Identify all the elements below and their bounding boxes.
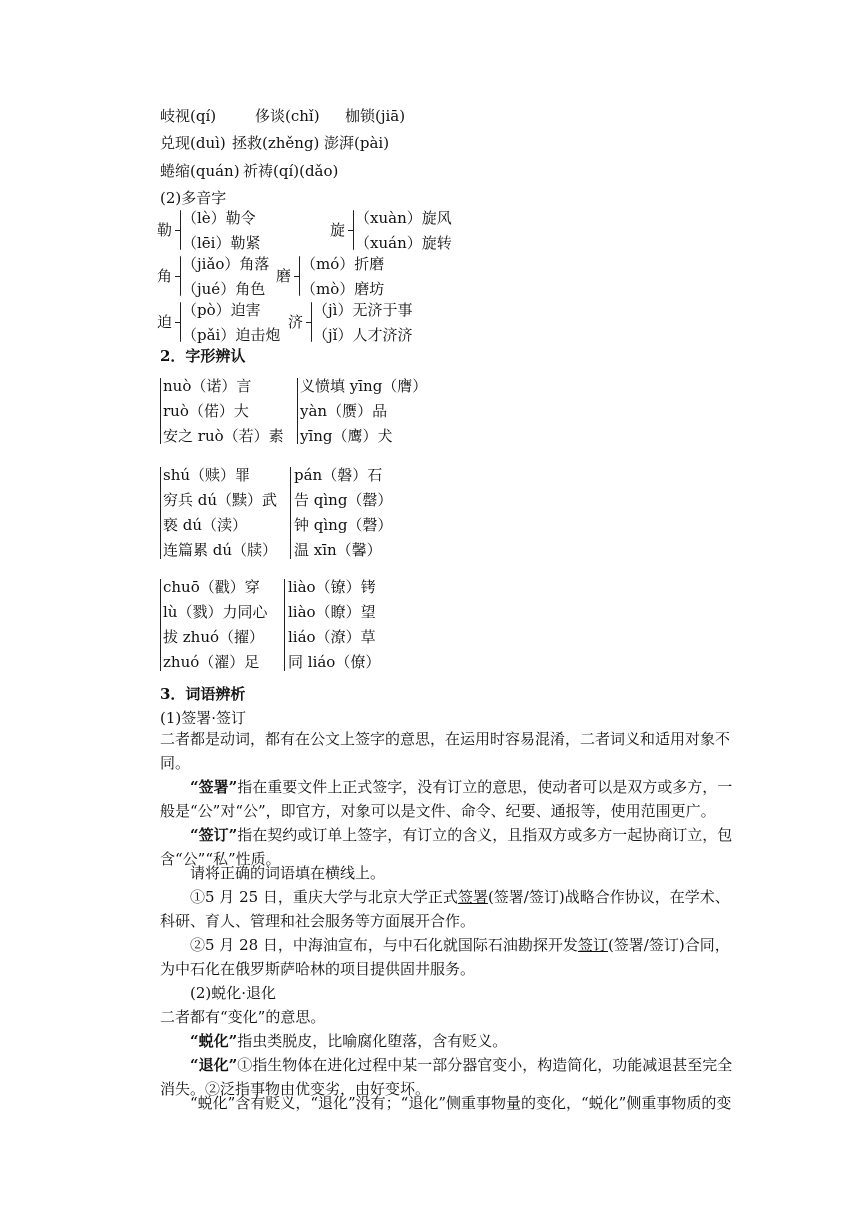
polyphone-reading: （lè）勒令 bbox=[182, 209, 256, 227]
glyph-item: yàn（赝）品 bbox=[300, 402, 388, 420]
paragraph: 二者都是动词，都有在公文上签字的意思，在运用时容易混淆，二者词义和适用对象不同。 bbox=[160, 730, 731, 772]
glyph-item: 同 liáo（僚） bbox=[288, 653, 381, 671]
brace bbox=[353, 210, 354, 250]
brace bbox=[311, 302, 312, 342]
brace bbox=[180, 302, 181, 342]
polyphone-char: 角 bbox=[157, 267, 173, 285]
exercise-text: ①5 月 25 日，重庆大学与北京大学正式 bbox=[190, 888, 458, 906]
polyphone-reading: （mó）折磨 bbox=[301, 255, 385, 273]
polyphone-reading: （jiǎo）角落 bbox=[182, 255, 270, 273]
polyphone-reading: （mò）磨坊 bbox=[301, 280, 385, 298]
polyphone-heading: (2)多音字 bbox=[160, 189, 227, 207]
term: “签署” bbox=[190, 778, 238, 796]
word-item: 枷锁(jiā) bbox=[345, 107, 406, 125]
polyphone-reading: （jǐ）人才济济 bbox=[313, 326, 413, 344]
polyphone-char: 济 bbox=[288, 313, 304, 331]
subsection-title: (2)蜕化·退化 bbox=[190, 984, 277, 1002]
polyphone-reading: （pò）迫害 bbox=[182, 301, 261, 319]
glyph-item: 钟 qìng（磬） bbox=[294, 516, 393, 534]
section-title: 3．词语辨析 bbox=[160, 685, 246, 703]
word-item: 澎湃(pài) bbox=[324, 134, 390, 152]
glyph-item: 穷兵 dú（黩）武 bbox=[163, 491, 278, 509]
glyph-item: pán（磐）石 bbox=[294, 466, 383, 484]
definition: 指在契约或订单上签字，有订立的含义，且指双方或多方一起协商订立，包含“公”“私”性质。 bbox=[160, 826, 733, 868]
definition: 指虫类脱皮，比喻腐化堕落，含有贬义。 bbox=[237, 1032, 508, 1050]
paragraph: 请将正确的词语填在横线上。 bbox=[190, 864, 386, 882]
subsection-title: (1)签署·签订 bbox=[160, 709, 247, 727]
word-item: 岐视(qí) bbox=[160, 107, 217, 125]
brace bbox=[180, 210, 181, 250]
group-bar bbox=[297, 378, 298, 444]
glyph-item: ruò（偌）大 bbox=[163, 402, 249, 420]
group-bar bbox=[160, 579, 161, 671]
word-item: 蜷缩(quán) bbox=[160, 162, 240, 180]
definition: ①指生物体在进化过程中某一部分器官变小，构造简化，功能减退甚至完全消失。②泛指事物由优变劣，由好变坏。 bbox=[160, 1056, 733, 1098]
glyph-item: shú（赎）罪 bbox=[163, 466, 251, 484]
definition: 指在重要文件上正式签字，没有订立的意思，使动者可以是双方或多方，一般是“公”对“公”，即官方，对象可以是文件、命令、纪要、通报等，使用范围更广。 bbox=[160, 778, 733, 820]
exercise-text: (签署/签订)战略合作协议，在学术、科研、育人、管理和社会服务等方面展开合作。 bbox=[160, 888, 730, 930]
paragraph bbox=[160, 1029, 740, 1053]
glyph-item: 连篇累 dú（牍） bbox=[163, 541, 278, 559]
group-bar bbox=[160, 467, 161, 559]
glyph-item: 义愤填 yīng（膺） bbox=[300, 377, 428, 395]
glyph-item: zhuó（濯）足 bbox=[163, 653, 260, 671]
glyph-item: liào（镣）铐 bbox=[288, 578, 376, 596]
polyphone-reading: （lēi）勒紧 bbox=[182, 234, 261, 252]
glyph-item: nuò（诺）言 bbox=[163, 377, 252, 395]
polyphone-char: 勒 bbox=[157, 221, 173, 239]
polyphone-char: 迫 bbox=[157, 313, 173, 331]
glyph-item: 温 xīn（馨） bbox=[294, 541, 382, 559]
word-item: 侈谈(chǐ) bbox=[255, 107, 320, 125]
polyphone-reading: （xuán）旋转 bbox=[355, 234, 452, 252]
glyph-item: chuō（戳）穿 bbox=[163, 578, 260, 596]
group-bar bbox=[290, 467, 291, 559]
exercise-text: ②5 月 28 日，中海油宣布，与中石化就国际石油勘探开发 bbox=[190, 936, 578, 954]
group-bar bbox=[160, 378, 161, 444]
section-title: 2．字形辨认 bbox=[160, 347, 246, 365]
paragraph: “蜕化”含有贬义，“退化”没有；“退化”侧重事物量的变化，“蜕化”侧重事物质的变 bbox=[190, 1094, 732, 1112]
term: “退化” bbox=[190, 1056, 238, 1074]
glyph-item: 安之 ruò（若）素 bbox=[163, 427, 284, 445]
glyph-item: yīng（鹰）犬 bbox=[300, 427, 393, 445]
polyphone-char: 旋 bbox=[330, 221, 346, 239]
group-bar bbox=[284, 579, 285, 671]
exercise bbox=[160, 933, 740, 981]
glyph-item: 拔 zhuó（擢） bbox=[163, 628, 265, 646]
answer-blank: 签署 bbox=[457, 888, 488, 906]
polyphone-char: 磨 bbox=[276, 267, 292, 285]
glyph-item: lù（戮）力同心 bbox=[163, 603, 268, 621]
polyphone-reading: （xuàn）旋风 bbox=[355, 209, 452, 227]
exercise-text: (签署/签订)合同，为中石化在俄罗斯萨哈林的项目提供固井服务。 bbox=[160, 936, 730, 978]
polyphone-reading: （jué）角色 bbox=[182, 280, 266, 298]
term: “签订” bbox=[190, 826, 238, 844]
paragraph bbox=[160, 775, 740, 823]
word-item: 祈祷(qí)(dǎo) bbox=[243, 162, 339, 180]
exercise bbox=[160, 885, 740, 933]
glyph-item: liáo（潦）草 bbox=[288, 628, 376, 646]
word-item: 兑现(duì) bbox=[160, 134, 226, 152]
word-item: 拯救(zhěng) bbox=[232, 134, 320, 152]
brace bbox=[299, 256, 300, 296]
glyph-item: liào（瞭）望 bbox=[288, 603, 376, 621]
polyphone-reading: （pǎi）迫击炮 bbox=[182, 326, 281, 344]
term: “蜕化” bbox=[190, 1032, 238, 1050]
glyph-item: 告 qìng（罄） bbox=[294, 491, 393, 509]
glyph-item: 亵 dú（渎） bbox=[163, 516, 248, 534]
brace bbox=[180, 256, 181, 296]
answer-blank: 签订 bbox=[577, 936, 608, 954]
polyphone-reading: （jì）无济于事 bbox=[313, 301, 413, 319]
paragraph: 二者都有“变化”的意思。 bbox=[160, 1008, 326, 1026]
